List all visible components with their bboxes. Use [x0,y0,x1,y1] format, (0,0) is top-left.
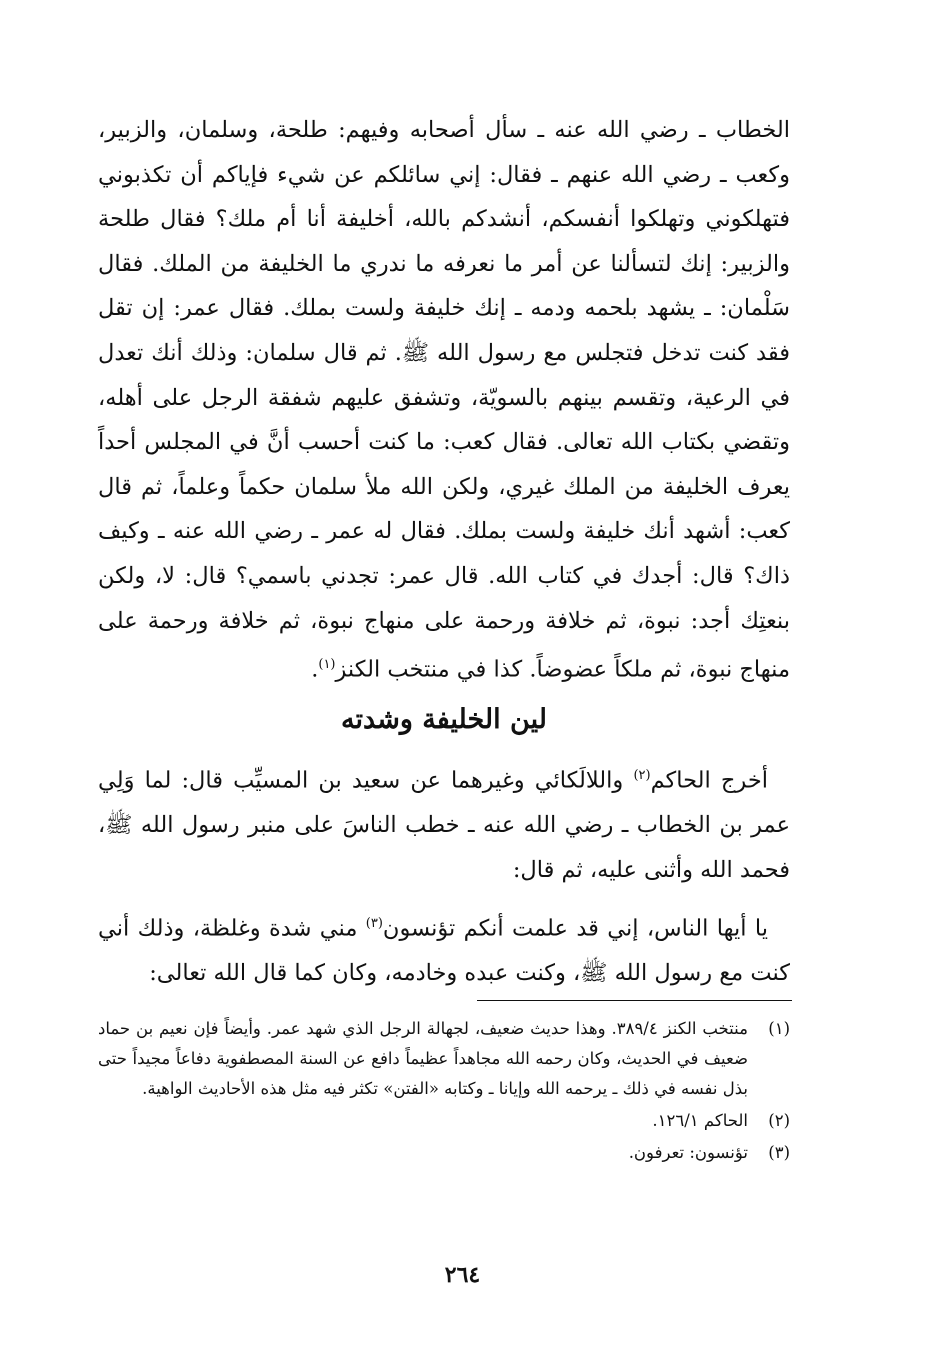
body-paragraph [98,108,790,692]
section-paragraph-2 [98,902,790,996]
footnote-number: (١) [768,1019,790,1038]
footnote-divider [477,1000,792,1001]
footnote-text: الحاكم ١٢٦/١. [652,1111,748,1130]
footnote-ref-2: (٢) [633,768,651,783]
footnotes [98,1014,790,1170]
footnote [98,1014,790,1104]
footnote-ref-3: (٣) [365,916,383,932]
footnote-text: منتخب الكنز ٣٨٩/٤. وهذا حديث ضعيف، لجهالة الرجل الذي شهد عمر. وأيضاً فإن نعيم بن حماد ضعيف في الحديث، وكان رحمه الله مجاهداً عظيماً دافع عن السنة المصطفوية دفاعاً مجيداً حتى بذل نفسه في ذلك ـ يرحمه الله وإيانا ـ وكتابه «الفتن» تكثر فيه مثل هذه الأحاديث الواهية. [98,1019,748,1098]
main-text [98,108,790,692]
section-paragraph-1-start: أخرج الحاكم [650,767,768,794]
body-paragraph-text: الخطاب ـ رضي الله عنه ـ سأل أصحابه وفيهم: طلحة، وسلمان، والزبير، وكعب ـ رضي الله عنهم ـ فقال: إني سائلكم عن شيء فإياكم أن تكذبوني فتهلكوني وتهلكوا أنفسكم، أنشدكم بالله، أخليفة أنا أم ملك؟ فقال طلحة والزبير: إنك لتسألنا عن أمر ما نعرفه ما ندري ما الخليفة من الملك. فقال سَلْمان: ـ يشهد بلحمه ودمه ـ إنك خليفة ولست بملك. فقال عمر: إن تقل فقد كنت تدخل فتجلس مع رسول الله ﷺ. ثم قال سلمان: وذلك أنك تعدل في الرعية، وتقسم بينهم بالسويّة، وتشفق عليهم شفقة الرجل على أهله، وتقضي بكتاب الله تعالى. فقال كعب: ما كنت أحسب أنَّ في المجلس أحداً يعرف الخليفة من الملك غيري، ولكن الله ملأ سلمان حكماً وعلماً، ثم قال كعب: أشهد أنك خليفة ولست بملك. فقال له عمر ـ رضي الله عنه ـ وكيف ذاك؟ قال: أجدك في كتاب الله. قال عمر: تجدني باسمي؟ قال: لا، ولكن بنعتِك أجد: نبوة، ثم خلافة ورحمة على منهاج نبوة، ثم خلافة ورحمة على منهاج نبوة، ثم ملكاً عضوضاً. كذا في منتخب الكنز [98,117,791,683]
section-paragraph-2-rest: مني شدة وغلظة، وذلك أني كنت مع رسول الله ﷺ، وكنت عبده وخادمه، وكان كما قال الله تعالى: [98,915,790,987]
body-paragraph-end: . [311,656,319,683]
footnote [98,1106,790,1136]
section-paragraph-2-start: يا أيها الناس، إني قد علمت أنكم تؤنسون [382,915,768,942]
footnote-number: (٣) [768,1143,790,1162]
section-heading: لين الخليفة وشدته [341,704,547,735]
section-paragraph-1-rest: واللالَكائي وغيرهما عن سعيد بن المسيِّب قال: لما وَلِي عمر بن الخطاب ـ رضي الله عنه ـ خطب الناسَ على منبر رسول الله ﷺ، فحمد الله وأثنى عليه، ثم قال: [98,767,790,883]
page-number: ٢٦٤ [444,1262,481,1288]
section-text [98,754,790,996]
footnote-ref-1: (١) [318,657,336,673]
footnote-number: (٢) [768,1111,790,1130]
section-paragraph-1 [98,754,790,892]
footnote-text: تؤنسون: تعرفون. [628,1143,748,1162]
footnote [98,1138,790,1168]
